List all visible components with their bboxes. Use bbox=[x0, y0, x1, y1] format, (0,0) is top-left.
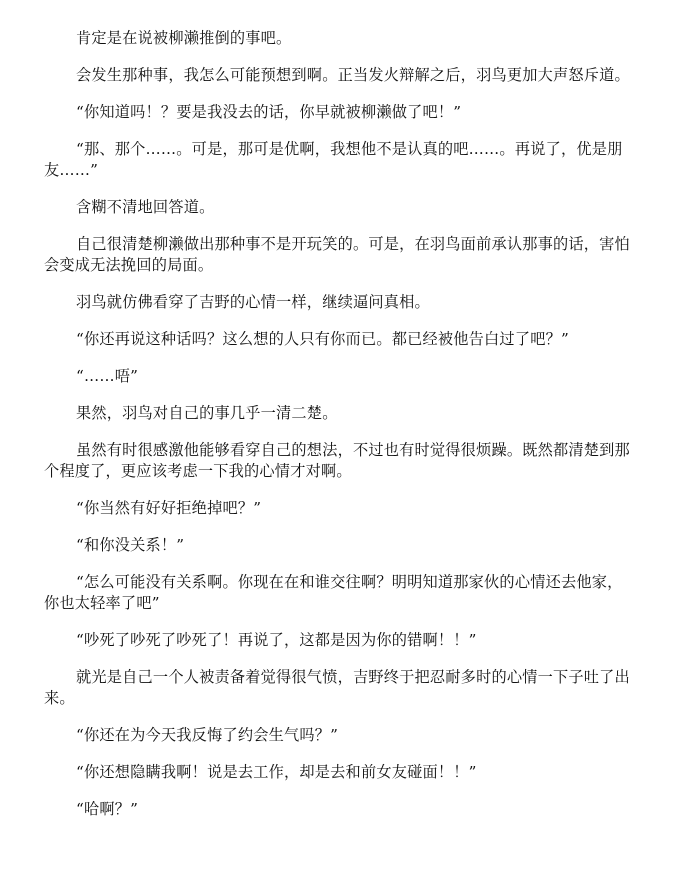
paragraph: “和你没关系！” bbox=[76, 536, 185, 554]
paragraph-list bbox=[44, 28, 634, 836]
paragraph: 含糊不清地回答道。 bbox=[76, 198, 215, 216]
paragraph: 会发生那种事，我怎么可能预想到啊。正当发火辩解之后，羽鸟更加大声怒斥道。 bbox=[76, 66, 630, 84]
paragraph: “吵死了吵死了吵死了！再说了，这都是因为你的错啊！！” bbox=[76, 631, 477, 649]
paragraph: 肯定是在说被柳濑推倒的事吧。 bbox=[76, 29, 292, 47]
paragraph: 羽鸟就仿佛看穿了吉野的心情一样，继续逼问真相。 bbox=[76, 293, 430, 311]
paragraph: “你还再说这种话吗？这么想的人只有你而已。都已经被他告白过了吧？” bbox=[76, 330, 569, 348]
paragraph: “怎么可能没有关系啊。你现在在和谁交往啊？明明知道那家伙的心情还去他家，你也太轻率了吧” bbox=[44, 573, 623, 612]
paragraph: “你当然有好好拒绝掉吧？” bbox=[76, 499, 262, 517]
paragraph: 果然，羽鸟对自己的事几乎一清二楚。 bbox=[76, 404, 338, 422]
paragraph: 自己很清楚柳濑做出那种事不是开玩笑的。可是，在羽鸟面前承认那事的话，害怕会变成无法挽回的局面。 bbox=[44, 235, 630, 274]
paragraph: 就光是自己一个人被责备着觉得很气愤，吉野终于把忍耐多时的心情一下子吐了出来。 bbox=[44, 668, 630, 707]
paragraph: “你还在为今天我反悔了约会生气吗？” bbox=[76, 726, 339, 744]
paragraph: “哈啊？” bbox=[76, 800, 139, 818]
paragraph: “那、那个……。可是，那可是优啊，我想他不是认真的吧……。再说了，优是朋友……” bbox=[44, 140, 623, 179]
paragraph: “你知道吗！？要是我没去的话，你早就被柳濑做了吧！” bbox=[76, 103, 462, 121]
paragraph: “你还想隐瞒我啊！说是去工作，却是去和前女友碰面！！” bbox=[76, 763, 477, 781]
paragraph: 虽然有时很感激他能够看穿自己的想法，不过也有时觉得很烦躁。既然都清楚到那个程度了，更应该考虑一下我的心情才对啊。 bbox=[44, 441, 630, 480]
paragraph: “……唔” bbox=[76, 367, 139, 385]
